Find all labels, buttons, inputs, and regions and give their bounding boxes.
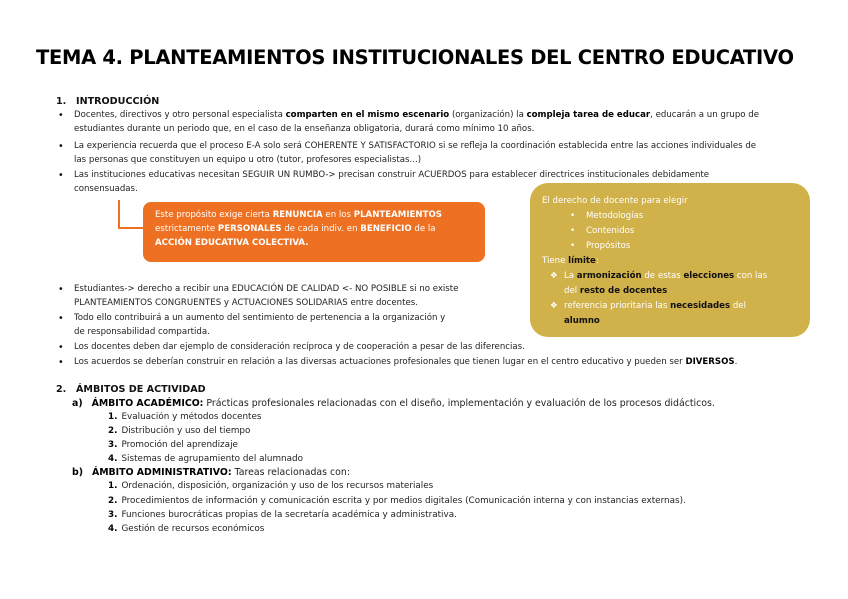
text: Estudiantes-> derecho a recibir una EDUCACIÓN DE CALIDAD <- NO POSIBLE si no existe xyxy=(74,284,459,294)
list-item: • Propósitos xyxy=(570,241,631,251)
text: : xyxy=(595,256,599,266)
bullet-icon: • xyxy=(58,313,64,324)
text: Prácticas profesionales relacionadas con el diseño, implementación y evaluación de los procesos didácticos. xyxy=(203,398,715,409)
text: PLANTEAMIENTOS CONGRUENTES y ACTUACIONES SOLIDARIAS entre docentes. xyxy=(74,298,418,308)
text: La xyxy=(564,271,577,281)
text: del xyxy=(564,286,580,296)
section-number: 2. xyxy=(56,384,67,395)
bold-text: PLANTEAMIENTOS xyxy=(353,210,442,220)
subsection-label: ÁMBITO ADMINISTRATIVO: xyxy=(91,467,232,478)
text: Los acuerdos se deberían construir en relación a las diversas actuaciones profesionales que tienen lugar en el centro educativo y pueden ser xyxy=(74,357,686,367)
item-number: 3. xyxy=(108,440,118,450)
text: Ordenación, disposición, organización y uso de los recursos materiales xyxy=(121,481,434,491)
list-item xyxy=(108,510,457,520)
list-item xyxy=(108,440,238,450)
text: referencia prioritaria las xyxy=(564,301,671,311)
text: estrictamente xyxy=(155,224,218,234)
text: Gestión de recursos económicos xyxy=(121,524,265,534)
item-number: 4. xyxy=(108,454,118,464)
section-1-heading xyxy=(56,96,159,107)
subsection-a xyxy=(72,398,715,409)
text: Propósitos xyxy=(586,241,631,251)
item-number: 4. xyxy=(108,524,118,534)
text: de la xyxy=(411,224,436,234)
text: de cada indiv. en xyxy=(281,224,361,234)
item-number: 1. xyxy=(108,412,118,422)
text: Promoción del aprendizaje xyxy=(121,440,238,450)
text: Este propósito exige cierta xyxy=(155,210,273,220)
bold-text: elecciones xyxy=(683,271,735,281)
text: (organización) la xyxy=(449,110,527,120)
text: Contenidos xyxy=(586,226,635,236)
bold-text: PERSONALES xyxy=(217,224,282,234)
orange-callout xyxy=(143,202,485,262)
bullet-icon: • xyxy=(58,342,64,353)
item-number: 2. xyxy=(108,496,118,506)
text: Docentes, directivos y otro personal especialista xyxy=(74,110,286,120)
paragraph-4 xyxy=(74,282,458,310)
section-2-heading xyxy=(56,384,206,395)
bold-text: BENEFICIO xyxy=(360,224,412,234)
text: Evaluación y métodos docentes xyxy=(121,412,262,422)
subsection-letter: a) xyxy=(72,398,83,409)
subsection-letter: b) xyxy=(72,467,83,478)
bullet-icon: • xyxy=(58,110,64,121)
section-number: 1. xyxy=(56,96,67,107)
bold-text: comparten en el mismo escenario xyxy=(285,110,450,120)
text: Sistemas de agrupamiento del alumnado xyxy=(121,454,303,464)
diamond-bullet-icon: ❖ xyxy=(550,271,558,281)
item-number: 2. xyxy=(108,426,118,436)
text: La experiencia recuerda que el proceso E-A solo será COHERENTE Y SATISFACTORIO si se refleja la coordinación establecida entre las acciones individuales de xyxy=(74,141,757,151)
text: de estas xyxy=(641,271,684,281)
subsection-b xyxy=(72,467,350,478)
text: estudiantes durante un periodo que, en el caso de la enseñanza obligatoria, durará como mínimo 10 años. xyxy=(74,124,535,134)
text: Procedimientos de información y comunicación escrita y por medios digitales (Comunicación interna y con instancias externas). xyxy=(121,496,686,506)
list-item xyxy=(108,454,303,464)
paragraph-7 xyxy=(74,355,737,369)
bold-text: ACCIÓN EDUCATIVA COLECTIVA. xyxy=(155,238,309,248)
text: de responsabilidad compartida. xyxy=(74,327,210,337)
text: con las xyxy=(734,271,768,281)
list-item xyxy=(108,524,264,534)
text: en los xyxy=(322,210,354,220)
text: Las instituciones educativas necesitan SEGUIR UN RUMBO-> precisan construir ACUERDOS para establecer directrices institucionales debidamente xyxy=(74,170,710,180)
text: consensuadas. xyxy=(74,184,138,194)
gold-callout xyxy=(530,183,810,337)
text: del xyxy=(730,301,746,311)
paragraph-5 xyxy=(74,311,445,339)
bold-text: necesidades xyxy=(670,301,731,311)
bullet-icon: • xyxy=(58,141,64,152)
text: , educarán a un grupo de xyxy=(650,110,760,120)
text: Tiene xyxy=(542,256,569,266)
item-number: 1. xyxy=(108,481,118,491)
bold-text: RENUNCIA xyxy=(272,210,323,220)
page-title: TEMA 4. PLANTEAMIENTOS INSTITUCIONALES DEL CENTRO EDUCATIVO xyxy=(36,46,794,69)
list-item: • Contenidos xyxy=(570,226,635,236)
list-item xyxy=(108,412,261,422)
text: las personas que constituyen un equipo u otro (tutor, profesores especialistas...) xyxy=(74,155,422,165)
list-item: • Metodologías xyxy=(570,211,644,221)
list-item xyxy=(108,481,433,491)
text: Funciones burocráticas propias de la secretaría académica y administrativa. xyxy=(121,510,457,520)
section-title: INTRODUCCIÓN xyxy=(76,96,160,107)
bullet-icon: • xyxy=(58,284,64,295)
paragraph-1 xyxy=(74,108,759,136)
limit-item xyxy=(542,299,800,329)
diamond-bullet-icon: ❖ xyxy=(550,301,558,311)
bullet-icon: • xyxy=(58,170,64,181)
paragraph-2 xyxy=(74,139,756,167)
list-item xyxy=(108,496,686,506)
bold-text: resto de docentes xyxy=(579,286,668,296)
text: Todo ello contribuirá a un aumento del sentimiento de pertenencia a la organización y xyxy=(74,313,446,323)
section-title: ÁMBITOS DE ACTIVIDAD xyxy=(76,384,206,395)
text: Metodologías xyxy=(586,211,644,221)
bullet-icon: • xyxy=(58,357,64,368)
limit-item xyxy=(542,269,800,299)
bold-text: DIVERSOS xyxy=(685,357,735,367)
paragraph-6: Los docentes deben dar ejemplo de consideración recíproca y de cooperación a pesar de las diferencias. xyxy=(74,342,525,352)
subsection-label: ÁMBITO ACADÉMICO: xyxy=(91,398,204,409)
list-item xyxy=(108,426,250,436)
connector-bracket xyxy=(118,200,146,229)
gold-heading: El derecho de docente para elegir xyxy=(542,196,688,206)
bold-text: armonización xyxy=(576,271,642,281)
text: Distribución y uso del tiempo xyxy=(121,426,251,436)
bold-text: compleja tarea de educar xyxy=(526,110,651,120)
text: . xyxy=(734,357,738,367)
bold-text: alumno xyxy=(564,316,600,326)
limit-line xyxy=(542,254,800,269)
bold-text: límite xyxy=(568,256,596,266)
item-number: 3. xyxy=(108,510,118,520)
text: Tareas relacionadas con: xyxy=(231,467,350,478)
